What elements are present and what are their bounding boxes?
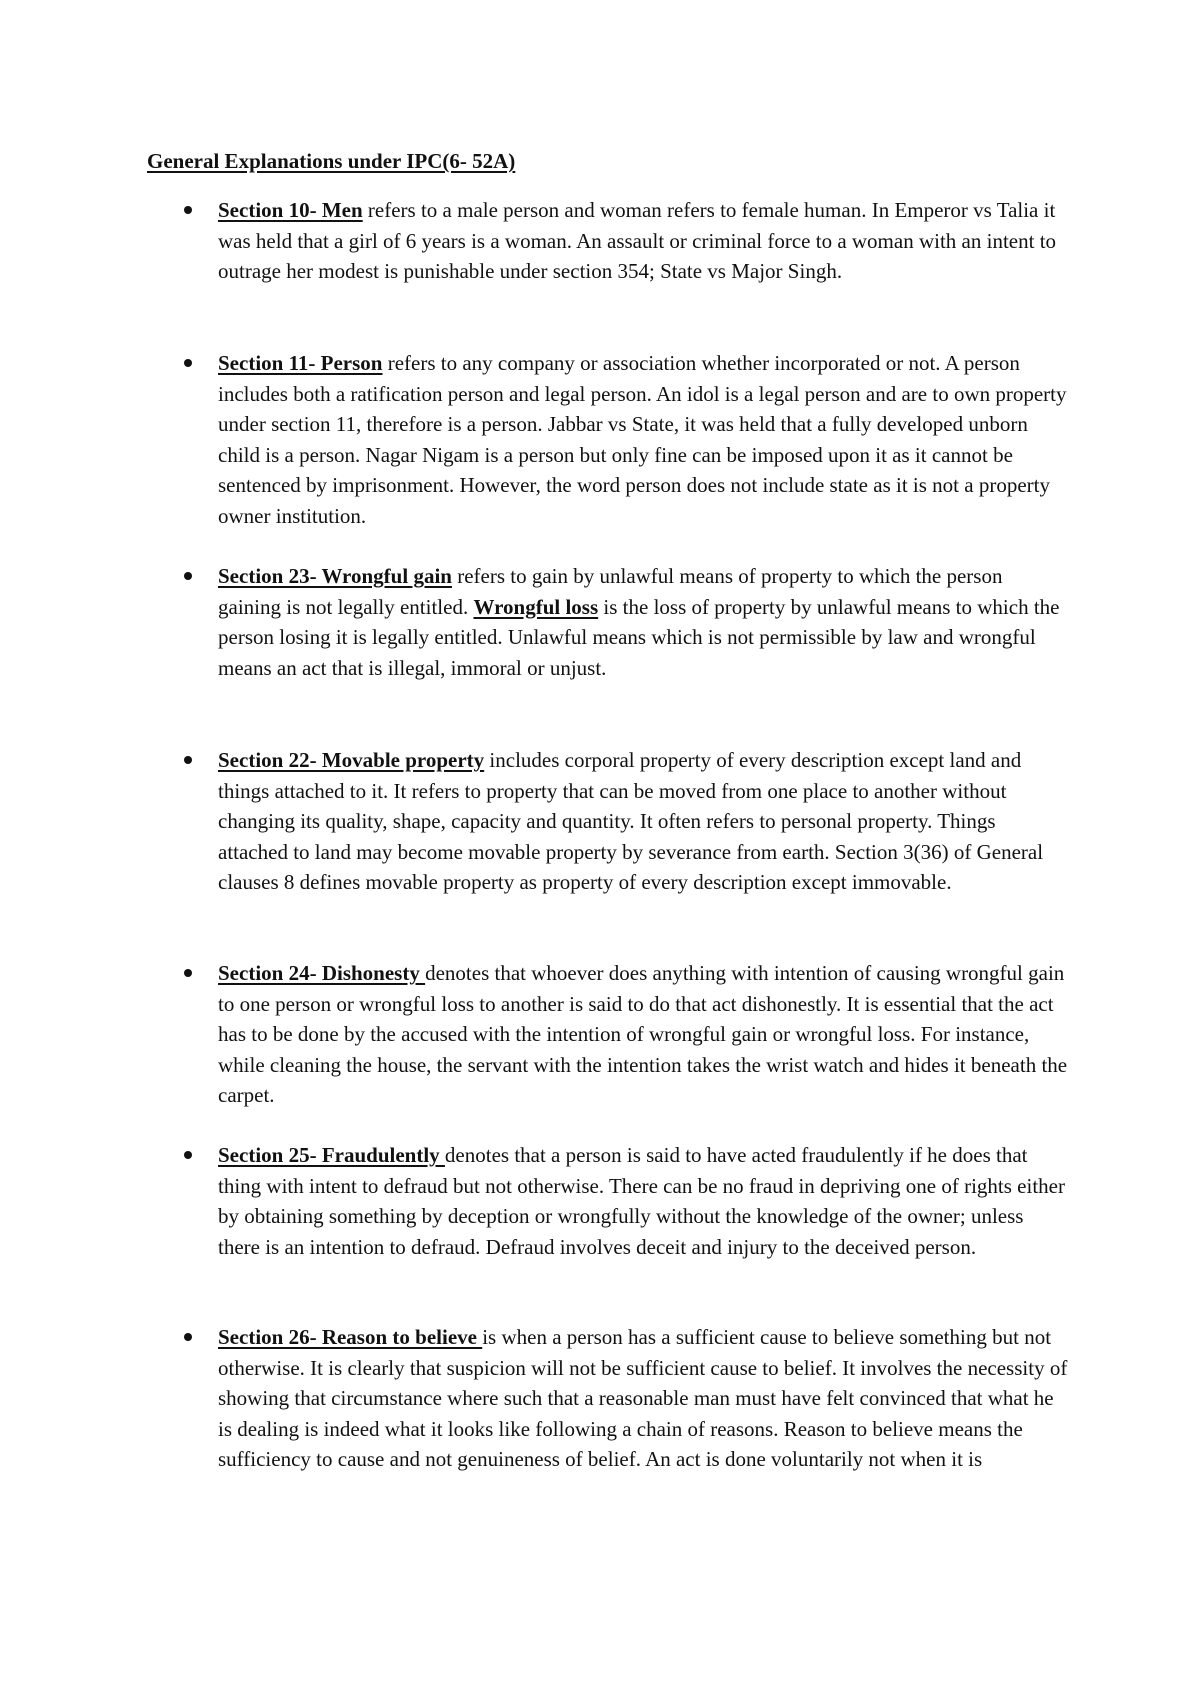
bullet-icon	[184, 206, 192, 214]
section-text: refers to gain by unlawful means of property to which the person gaining is not legally entitled.	[218, 564, 1003, 619]
section-23-wrongful-gain	[218, 561, 1068, 683]
bullet-icon	[184, 969, 192, 977]
section-term: Section 25- Fraudulently	[218, 1143, 445, 1167]
section-text: refers to any company or association whether incorporated or not. A person includes both a ratification person and legal person. An idol is a legal person and are to own property under section 11, therefore is a person. Jabbar vs State, it was held that a fully developed unborn child is a person. Nagar Nigam is a person but only fine can be imposed upon it as it cannot be sentenced by imprisonment. However, the word person does not include state as it is not a property owner institution.	[218, 351, 1067, 528]
section-term-secondary: Wrongful loss	[473, 594, 599, 619]
section-text: refers to a male person and woman refers to female human. In Emperor vs Talia it was held that a girl of 6 years is a woman. An assault or criminal force to a woman with an intent to outrage her modest is punishable under section 354; State vs Major Singh.	[218, 198, 1057, 283]
section-term: Section 11- Person	[218, 351, 383, 375]
bullet-icon	[184, 756, 192, 764]
bullet-icon	[184, 359, 192, 367]
section-text: is when a person has a sufficient cause to believe something but not otherwise. It is clearly that suspicion will not be sufficient cause to belief. It involves the necessity of showing that circumstance where such that a reasonable man must have felt convinced that what he is dealing is indeed what it looks like following a chain of reasons. Reason to believe means the sufficiency to cause and not genuineness of belief. An act is done voluntarily not when it is	[218, 1325, 1068, 1471]
section-24-dishonesty	[218, 958, 1068, 1111]
section-text: denotes that a person is said to have acted fraudulently if he does that thing with intent to defraud but not otherwise. There can be no fraud in depriving one of rights either by obtaining something by deception or wrongfully without the knowledge of the owner; unless there is an intention to defraud. Defraud involves deceit and injury to the deceived person.	[218, 1143, 1065, 1259]
section-26-reason-to-believe	[218, 1322, 1068, 1475]
section-11-person	[218, 348, 1068, 531]
section-22-movable-property	[218, 745, 1068, 898]
section-term: Section 10- Men	[218, 198, 363, 222]
section-term: Section 26- Reason to believe	[218, 1325, 483, 1349]
section-term: Section 24- Dishonesty	[218, 961, 426, 985]
document-title: General Explanations under IPC(6- 52A)	[147, 149, 516, 173]
section-25-fraudulently	[218, 1140, 1068, 1262]
section-term: Section 23- Wrongful gain	[218, 564, 452, 588]
section-text: includes corporal property of every description except land and things attached to it. It refers to property that can be moved from one place to another without changing its quality, shape, capacity and quantity. It often refers to personal property. Things attached to land may become movable property by severance from earth. Section 3(36) of General clauses 8 defines movable property as property of every description except immovable.	[218, 748, 1044, 894]
section-10-men	[218, 195, 1068, 287]
section-term: Section 22- Movable property	[218, 748, 485, 772]
bullet-icon	[184, 1151, 192, 1159]
section-text: denotes that whoever does anything with intention of causing wrongful gain to one person or wrongful loss to another is said to do that act dishonestly. It is essential that the act has to be done by the accused with the intention of wrongful gain or wrongful loss. For instance, while cleaning the house, the servant with the intention takes the wrist watch and hides it beneath the carpet.	[218, 961, 1068, 1107]
bullet-icon	[184, 1333, 192, 1341]
bullet-icon	[184, 572, 192, 580]
section-text-secondary: is the loss of property by unlawful means to which the person losing it is legally entitled. Unlawful means which is not permissible by law and wrongful means an act that is illegal, immoral or unjust.	[218, 594, 1060, 680]
